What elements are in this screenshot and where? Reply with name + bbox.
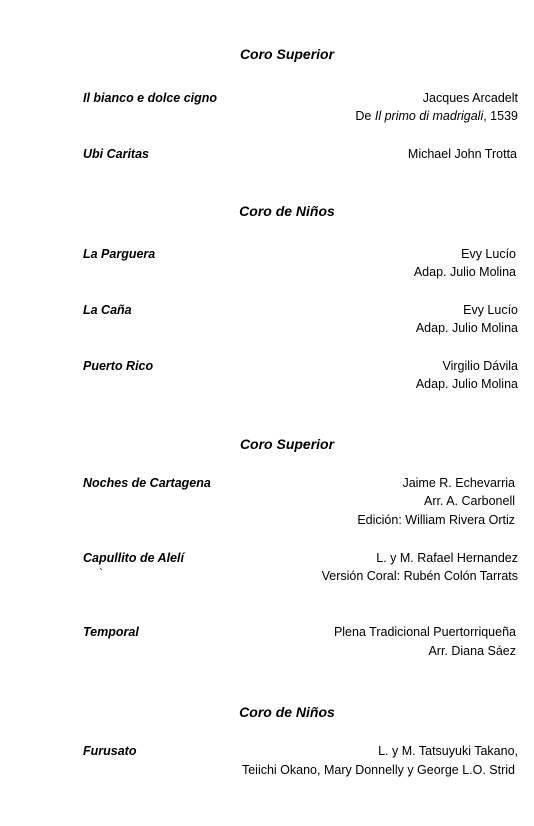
credit-italic-title: Il primo di madrigali bbox=[374, 109, 484, 123]
piece-credit: Jacques Arcadelt bbox=[422, 91, 518, 105]
piece-credit: Arr. Diana Sáez bbox=[428, 644, 516, 658]
section-title: Coro de Niños bbox=[239, 203, 335, 219]
piece-credit-source bbox=[355, 109, 518, 123]
piece-credit: Virgilio Dávila bbox=[442, 359, 518, 373]
piece-title: Furusato bbox=[83, 744, 137, 758]
credit-suffix: , 1539 bbox=[483, 109, 518, 123]
piece-credit: Plena Tradicional Puertorriqueña bbox=[333, 625, 516, 639]
section-title: Coro Superior bbox=[239, 436, 335, 452]
piece-credit: Arr. A. Carbonell bbox=[423, 494, 515, 508]
piece-credit: Jaime R. Echevarria bbox=[402, 476, 515, 490]
piece-title: Ubi Caritas bbox=[83, 147, 149, 161]
piece-credit: Michael John Trotta bbox=[407, 147, 517, 161]
piece-credit: Adap. Julio Molina bbox=[415, 377, 518, 391]
section-title: Coro Superior bbox=[239, 46, 335, 62]
piece-title: Puerto Rico bbox=[83, 359, 154, 373]
piece-credit: Teiichi Okano, Mary Donnelly y George L.O. Strid bbox=[241, 763, 515, 777]
piece-title: La Parguera bbox=[83, 247, 156, 261]
piece-credit: L. y M. Rafael Hernandez bbox=[376, 551, 518, 565]
piece-credit: L. y M. Tatsuyuki Takano, bbox=[378, 744, 518, 758]
piece-title: La Caña bbox=[83, 303, 132, 317]
piece-title: Il bianco e dolce cigno bbox=[83, 91, 218, 105]
piece-credit: Adap. Julio Molina bbox=[415, 321, 518, 335]
piece-credit: Adap. Julio Molina bbox=[413, 265, 516, 279]
piece-title: Noches de Cartagena bbox=[83, 476, 211, 490]
piece-credit: Evy Lucío bbox=[463, 303, 518, 317]
stray-mark: ` bbox=[99, 566, 103, 580]
piece-credit: Versión Coral: Rubén Colón Tarrats bbox=[321, 569, 518, 583]
piece-title: Capullito de Alelí bbox=[83, 551, 184, 565]
piece-credit: Evy Lucío bbox=[461, 247, 516, 261]
piece-title: Temporal bbox=[83, 625, 139, 639]
credit-prefix: De bbox=[355, 109, 375, 123]
section-title: Coro de Niños bbox=[239, 704, 335, 720]
piece-credit: Edición: William Rivera Ortiz bbox=[357, 513, 515, 527]
